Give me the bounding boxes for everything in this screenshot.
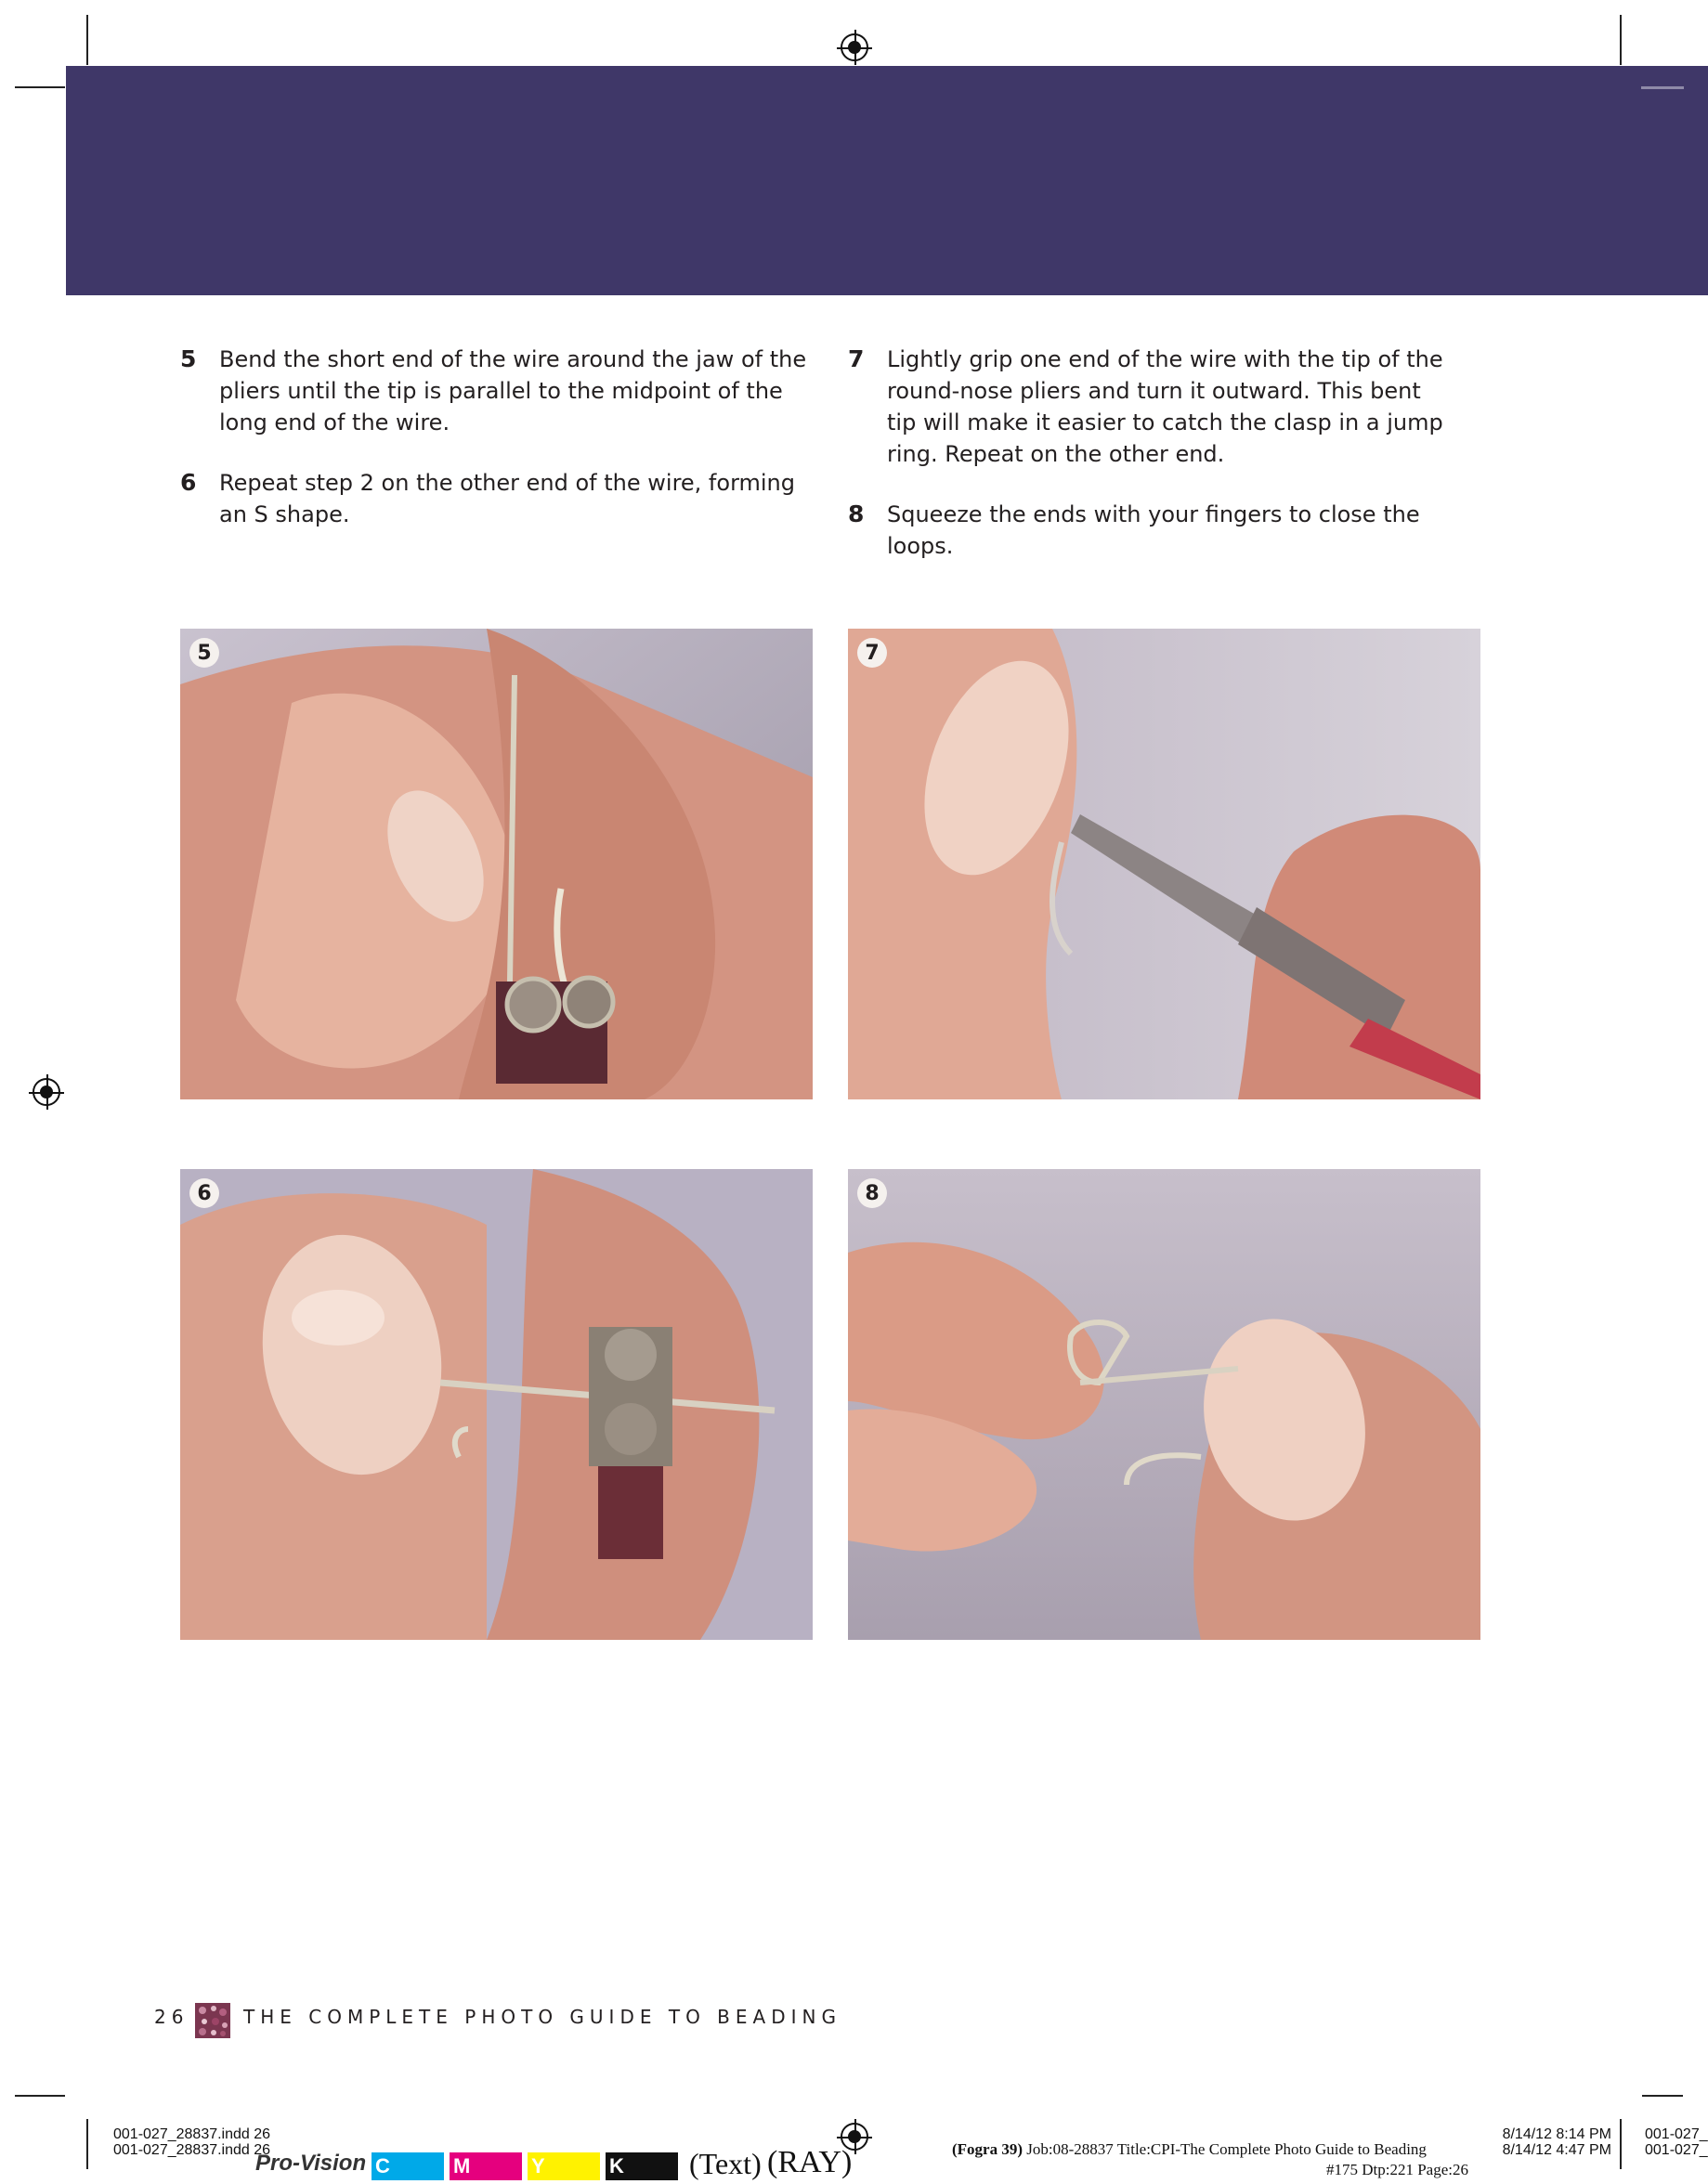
photo-step-7 [848, 629, 1480, 1099]
slug-job-profile: (Fogra 39) [952, 2140, 1023, 2158]
color-bar-magenta: M [450, 2152, 522, 2180]
slug-file-line: 001-027_28837.indd 26 [113, 2142, 271, 2158]
slug-job-text: Job:08-28837 Title:CPI-The Complete Photo Guide to Beading [1026, 2140, 1427, 2158]
header-band-mark [1641, 86, 1684, 89]
step-text: Lightly grip one end of the wire with the tip of the round-nose pliers and turn it outward. This bent tip will make it easier to catch the clasp in a jump ring. Repeat on the other end. [887, 346, 1443, 467]
photo-badge: 7 [857, 638, 887, 668]
slug-ray-label: (RAY) [767, 2145, 853, 2179]
photo-badge: 5 [189, 638, 219, 668]
step-number: 5 [180, 345, 197, 372]
registration-mark-icon [33, 1078, 60, 1106]
color-bar-black: K [606, 2152, 678, 2180]
slug-edge-line: 001-027_ [1645, 2142, 1708, 2158]
slug-date-line: 8/14/12 4:47 PM [1502, 2142, 1611, 2158]
slug-edge-line: 001-027_ [1645, 2126, 1708, 2142]
step-number: 6 [180, 469, 197, 496]
photo-step-5 [180, 629, 813, 1099]
beads-icon [195, 2003, 230, 2038]
step-number: 8 [848, 500, 865, 527]
photo-step-5-image [180, 629, 813, 1099]
photo-step-8 [848, 1169, 1480, 1640]
photo-step-7-image [848, 629, 1480, 1099]
step-7 [848, 344, 1456, 470]
registration-mark-icon [841, 33, 868, 61]
slug-edge-file [1645, 2126, 1708, 2158]
photo-badge: 8 [857, 1178, 887, 1208]
step-number: 7 [848, 345, 865, 372]
crop-mark [86, 15, 88, 65]
crop-mark [1642, 2095, 1683, 2097]
photo-step-6-image [180, 1169, 813, 1640]
photo-step-8-image [848, 1169, 1480, 1640]
slug-dates [1486, 2126, 1611, 2158]
step-text: Squeeze the ends with your fingers to close the loops. [887, 501, 1420, 559]
crop-mark [1620, 2119, 1622, 2169]
crop-mark [15, 86, 65, 88]
slug-job-info [952, 2140, 1427, 2159]
photo-badge: 6 [189, 1178, 219, 1208]
color-bar-cyan: C [372, 2152, 444, 2180]
header-band [66, 66, 1708, 295]
slug-text-label: (Text) [689, 2147, 762, 2180]
step-8 [848, 499, 1484, 562]
step-5 [180, 344, 816, 438]
step-text: Bend the short end of the wire around the jaw of the pliers until the tip is parallel to the midpoint of the long end of the wire. [219, 346, 807, 436]
crop-mark [15, 2095, 65, 2097]
photo-step-6 [180, 1169, 813, 1640]
page-number: 26 [154, 2006, 189, 2028]
slug-file-info [113, 2126, 270, 2158]
slug-brand: Pro-Vision [255, 2151, 367, 2176]
slug-file-line: 001-027_28837.indd 26 [113, 2126, 271, 2142]
crop-mark [86, 2119, 88, 2169]
slug-job-info-2: #175 Dtp:221 Page:26 [1326, 2161, 1468, 2178]
running-title: THE COMPLETE PHOTO GUIDE TO BEADING [243, 2006, 841, 2028]
crop-mark [1620, 15, 1622, 65]
step-6 [180, 467, 816, 530]
color-bar-yellow: Y [528, 2152, 600, 2180]
step-text: Repeat step 2 on the other end of the wire, forming an S shape. [219, 470, 796, 527]
slug-date-line: 8/14/12 8:14 PM [1502, 2126, 1611, 2142]
